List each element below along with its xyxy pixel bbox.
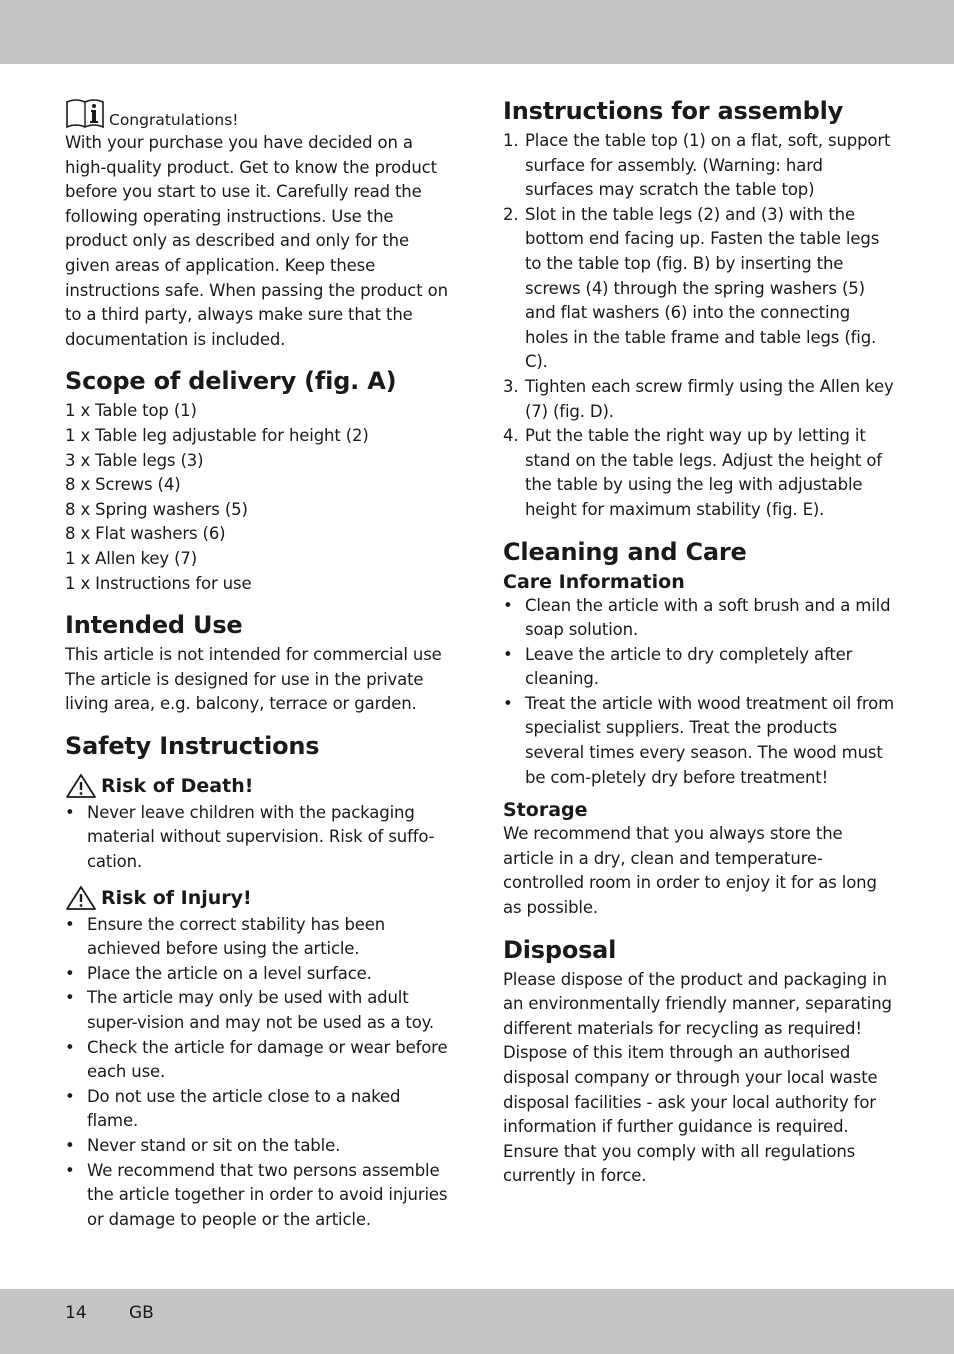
care-info-list: [503, 594, 895, 791]
bullet-item: [65, 1159, 453, 1233]
bullet-item: [65, 986, 453, 1035]
risk-of-injury-heading: [65, 883, 453, 913]
bullet-item: [503, 643, 895, 692]
bullet-item: [65, 801, 453, 875]
bullet-marker: •: [65, 1037, 75, 1057]
assembly-steps: [503, 129, 895, 523]
intended-use-text: This article is not intended for commercial use The article is designed for use in the private living area, e.g. balcony, terrace or garden.: [65, 645, 442, 714]
bullet-item: [65, 1036, 453, 1085]
list-item-text: Slot in the table legs (2) and (3) with the bottom end facing up. Fasten the table legs to the table top (fig. B) by inserting the screws (4) through the spring washers (5) and flat washers (6) into the connecting holes in the table frame and table legs (fig. C).: [525, 204, 880, 372]
risk-of-death-heading: [65, 771, 453, 801]
bullet-marker: •: [65, 1086, 75, 1106]
left-column: [65, 96, 453, 1232]
list-item-text: Treat the article with wood treatment oil from specialist suppliers. Treat the products several times every season. The wood must be com-pletely dry before treatment!: [525, 693, 895, 787]
list-item-text: Do not use the article close to a naked flame.: [87, 1086, 401, 1131]
list-item-text: 1 x Table leg adjustable for height (2): [65, 425, 369, 445]
list-item-text: 8 x Spring washers (5): [65, 499, 248, 519]
list-item-text: We recommend that two persons assemble the article together in order to avoid injuries or damage to people or the article.: [87, 1160, 448, 1229]
step-number: 3.: [503, 376, 519, 396]
intended-use-heading: Intended Use: [65, 611, 243, 640]
bullet-marker: •: [65, 1160, 75, 1180]
list-item-text: Place the article on a level surface.: [87, 963, 372, 983]
list-item-text: The article may only be used with adult super-vision and may not be used as a toy.: [87, 988, 435, 1033]
bullet-item: [65, 1134, 453, 1159]
list-item: [65, 424, 453, 449]
list-item-text: 1 x Table top (1): [65, 401, 197, 421]
list-item-text: Check the article for damage or wear before each use.: [87, 1037, 448, 1082]
scope-list: [65, 399, 453, 596]
safety-heading: Safety Instructions: [65, 731, 320, 760]
bullet-marker: •: [65, 802, 75, 822]
disposal-text: Please dispose of the product and packaging in an environmentally friendly manner, separating different materials for recycling as required! Dispose of this item through an authorised disposal company or through your local waste disposal facilities - ask your local authority for information if further guidance is required. Ensure that you comply with all regulations currently in force.: [503, 969, 892, 1186]
language-code: GB: [129, 1303, 154, 1323]
step-number: 1.: [503, 131, 519, 150]
list-item-text: Never leave children with the packaging material without supervision. Risk of suffo-cation.: [87, 802, 435, 872]
bullet-marker: •: [503, 693, 513, 713]
bullet-item: [65, 962, 453, 987]
bullet-item: [65, 1085, 453, 1134]
step-number: 4.: [503, 426, 519, 446]
assembly-heading: Instructions for assembly: [503, 97, 844, 125]
list-item-text: Clean the article with a soft brush and a mild soap solution.: [525, 595, 891, 640]
bullet-marker: •: [503, 595, 513, 615]
right-column: [503, 96, 895, 1189]
congrats-text: Congratulations!: [109, 111, 239, 129]
list-item-text: 1 x Instructions for use: [65, 573, 252, 593]
list-item: [65, 449, 453, 474]
care-info-heading: Care Information: [503, 570, 685, 593]
storage-heading: Storage: [503, 799, 588, 822]
step-item: [503, 203, 895, 375]
list-item-text: 8 x Screws (4): [65, 475, 181, 495]
bullet-item: [503, 692, 895, 790]
warning-triangle-icon: [65, 885, 97, 911]
list-item: [65, 522, 453, 547]
step-item: [503, 375, 895, 424]
list-item: [65, 473, 453, 498]
list-item-text: Ensure the correct stability has been achieved before using the article.: [87, 914, 386, 959]
list-item-text: 8 x Flat washers (6): [65, 524, 226, 544]
congrats-line: [65, 96, 453, 130]
bullet-marker: •: [65, 914, 75, 934]
list-item-text: 3 x Table legs (3): [65, 450, 204, 470]
list-item-text: Tighten each screw firmly using the Allen key (7) (fig. D).: [525, 376, 894, 421]
disposal-heading: Disposal: [503, 935, 617, 964]
step-item: [503, 129, 895, 203]
list-item-text: Never stand or sit on the table.: [87, 1136, 341, 1155]
page-number: 14: [65, 1303, 87, 1323]
cleaning-heading: Cleaning and Care: [503, 537, 747, 566]
list-item: [65, 547, 453, 572]
list-item-text: Leave the article to dry completely after cleaning.: [525, 644, 853, 689]
list-item-text: 1 x Allen key (7): [65, 548, 198, 568]
risk-of-injury-title: Risk of Injury!: [101, 886, 252, 909]
intro-paragraph: With your purchase you have decided on a high-quality product. Get to know the product before you start to use it. Carefully read the following operating instructions. Use the product only as described and only for the given areas of application. Keep these instructions safe. When passing the product on to a third party, always make sure that the documentation is included.: [65, 133, 448, 349]
bullet-item: [503, 594, 895, 643]
bullet-marker: •: [65, 1136, 75, 1155]
risk-of-death-list: [65, 801, 453, 875]
list-item-text: Place the table top (1) on a flat, soft, support surface for assembly. (Warning: hard surfaces may scratch the table top): [525, 131, 891, 200]
storage-text: We recommend that you always store the article in a dry, clean and temperature-controlled room in order to enjoy it for as long as possible.: [503, 824, 877, 918]
header-band: [0, 0, 954, 64]
list-item: [65, 498, 453, 523]
warning-triangle-icon: [65, 773, 97, 799]
step-number: 2.: [503, 204, 519, 224]
scope-heading: Scope of delivery (fig. A): [65, 367, 397, 396]
info-manual-icon: [65, 98, 105, 130]
bullet-marker: •: [503, 644, 513, 664]
list-item: [65, 572, 453, 597]
bullet-item: [65, 913, 453, 962]
list-item: [65, 399, 453, 424]
bullet-marker: •: [65, 963, 75, 983]
step-item: [503, 424, 895, 522]
bullet-marker: •: [65, 988, 75, 1008]
risk-of-injury-list: [65, 913, 453, 1233]
risk-of-death-title: Risk of Death!: [101, 774, 254, 797]
list-item-text: Put the table the right way up by letting it stand on the table legs. Adjust the height of the table by using the leg with adjustable height for maximum stability (fig. E).: [525, 426, 882, 519]
